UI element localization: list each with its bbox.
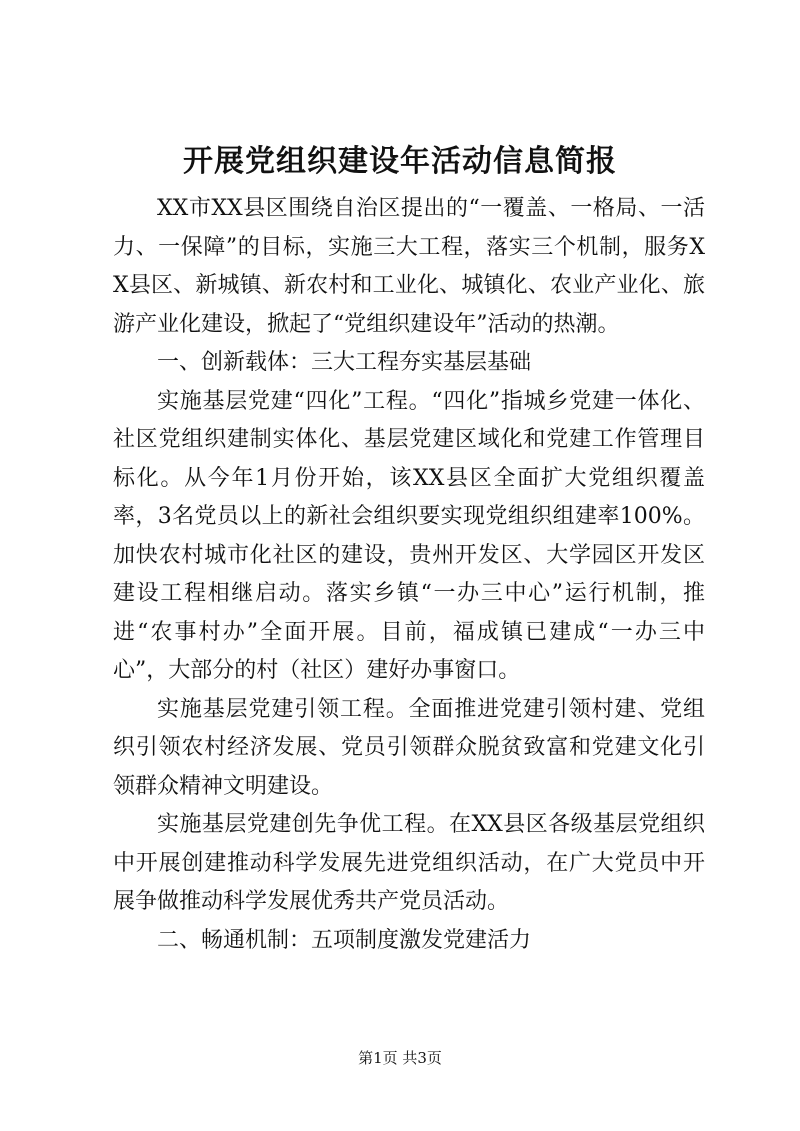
document-title: 开展党组织建设年活动信息简报 <box>183 144 617 179</box>
document-body <box>113 190 705 960</box>
paragraph-intro: XX市XX县区围绕自治区提出的“一覆盖、一格局、一活力、一保障”的目标，实施三大工程，落实三个机制，服务XX县区、新城镇、新农村和工业化、城镇化、农业产业化、旅游产业化建设，掀起了“党组织建设年”活动的热潮。 <box>113 196 705 337</box>
paragraph-excellence-project: 实施基层党建创先争优工程。在XX县区各级基层党组织中开展创建推动科学发展先进党组织活动，在广大党员中开展争做推动科学发展优秀共产党员活动。 <box>113 812 705 914</box>
section-heading-1: 一、创新载体：三大工程夯实基层基础 <box>157 350 532 375</box>
page-footer: 第1页 共3页 <box>358 1049 442 1067</box>
paragraph-leading-project: 实施基层党建引领工程。全面推进党建引领村建、党组织引领农村经济发展、党员引领群众脱贫致富和党建文化引领群众精神文明建设。 <box>113 696 705 799</box>
section-heading-2: 二、畅通机制：五项制度激发党建活力 <box>157 927 532 953</box>
paragraph-four-modernizations: 实施基层党建“四化”工程。“四化”指城乡党建一体化、社区党组织建制实体化、基层党建区域化和党建工作管理目标化。从今年1月份开始，该XX县区全面扩大党组织覆盖率，3名党员以上的新社会组织要实现党组织组建率100%。加快农村城市化社区的建设，贵州开发区、大学园区开发区建设工程相继启动。落实乡镇“一办三中心”运行机制，推进“农事村办”全面开展。目前，福成镇已建成“一办三中心”，大部分的村（社区）建好办事窗口。 <box>113 388 705 683</box>
